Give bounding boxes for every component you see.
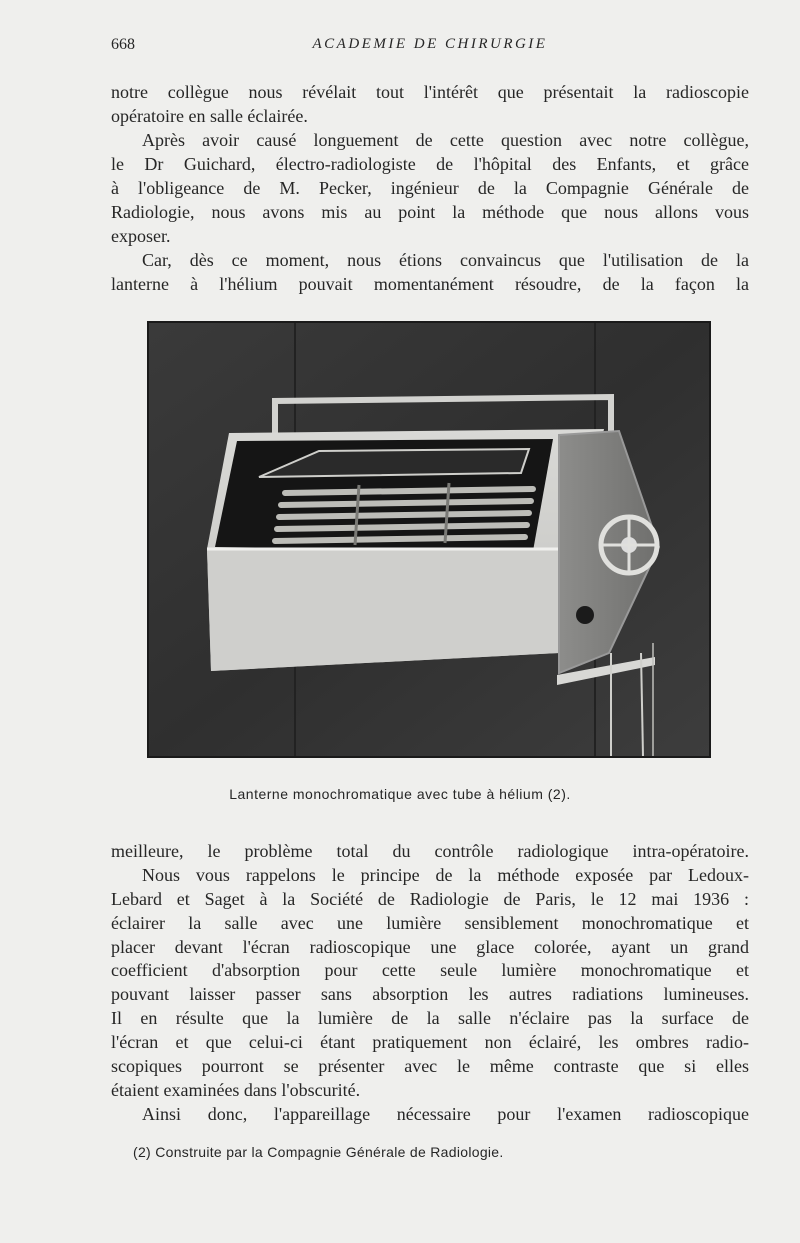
text-line: à l'obligeance de M. Pecker, ingénieur de la Compagnie Générale de — [111, 178, 749, 198]
text-line: Car, dès ce moment, nous étions convaincus que l'utilisation de la — [142, 250, 749, 270]
lantern-photograph — [147, 321, 711, 758]
text-line: Nous vous rappelons le principe de la méthode exposée par Ledoux- — [142, 864, 749, 885]
figure-caption: Lanterne monochromatique avec tube à hélium (2). — [229, 786, 571, 802]
text-line: Radiologie, nous avons mis au point la méthode que nous allons vous — [111, 202, 749, 222]
text-line: exposer. — [111, 226, 171, 246]
lantern-illustration — [149, 323, 709, 756]
text-line: l'écran et que celui-ci étant pratiquement non éclairé, les ombres radio- — [111, 1032, 749, 1053]
page-number: 668 — [111, 36, 135, 53]
text-line: lanterne à l'hélium pouvait momentanément résoudre, de la façon la — [111, 274, 749, 294]
text-line: coefficient d'absorption pour cette seule lumière monochromatique et — [111, 960, 749, 981]
text-line: éclairer la salle avec une lumière sensiblement monochromatique et — [111, 912, 749, 933]
page-header — [111, 36, 749, 58]
text-line: Il en résulte que la lumière de la salle n'éclaire pas la surface de — [111, 1008, 749, 1029]
text-line: placer devant l'écran radioscopique une glace colorée, ayant un grand — [111, 936, 749, 957]
text-line: Après avoir causé longuement de cette question avec notre collègue, — [142, 130, 749, 150]
text-line: étaient examinées dans l'obscurité. — [111, 1079, 361, 1100]
text-line: scopiques pourront se présenter avec le même contraste que si elles — [111, 1056, 749, 1077]
text-line: le Dr Guichard, électro-radiologiste de l'hôpital des Enfants, et grâce — [111, 154, 749, 174]
footnote: (2) Construite par la Compagnie Générale de Radiologie. — [133, 1144, 504, 1160]
text-line: pouvant laisser passer sans absorption les autres radiations lumineuses. — [111, 984, 749, 1005]
text-line: meilleure, le problème total du contrôle radiologique intra-opératoire. — [111, 841, 749, 861]
text-line: Lebard et Saget à la Société de Radiologie de Paris, le 12 mai 1936 : — [111, 888, 749, 909]
running-title: ACADEMIE DE CHIRURGIE — [312, 36, 548, 52]
text-line: Ainsi donc, l'appareillage nécessaire pour l'examen radioscopique — [142, 1103, 749, 1124]
text-line: notre collègue nous révélait tout l'intérêt que présentait la radioscopie — [111, 82, 749, 102]
text-line: opératoire en salle éclairée. — [111, 106, 308, 126]
body-text-bottom — [111, 840, 749, 1127]
body-text-top — [111, 80, 749, 296]
